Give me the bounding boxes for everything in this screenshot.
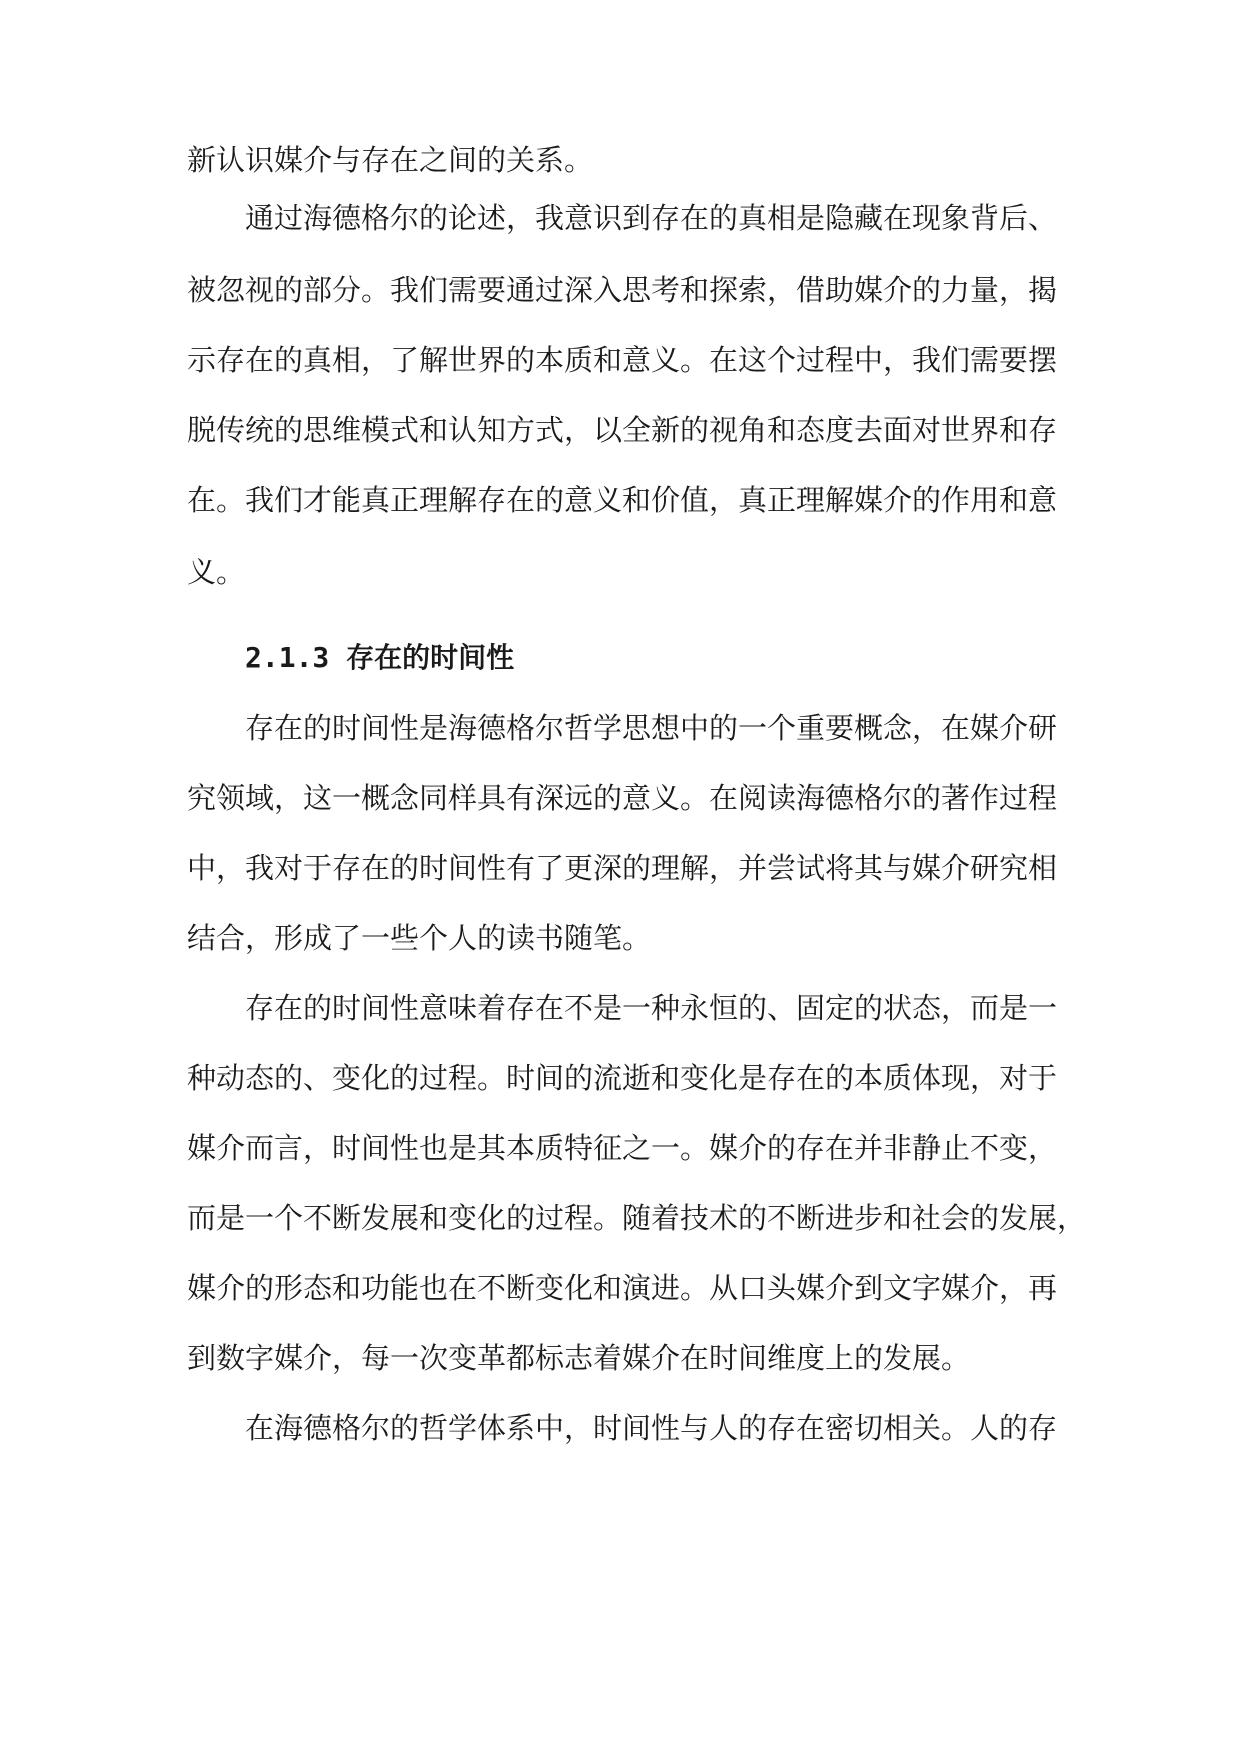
body-text-line: 中，我对于存在的时间性有了更深的理解，并尝试将其与媒介研究相: [187, 851, 1058, 885]
body-text-line: 结合，形成了一些个人的读书随笔。: [187, 921, 652, 955]
body-text-line: 媒介的形态和功能也在不断变化和演进。从口头媒介到文字媒介，再: [187, 1271, 1058, 1305]
section-heading: 2.1.3 存在的时间性: [245, 641, 515, 674]
paragraph-first-line: 存在的时间性是海德格尔哲学思想中的一个重要概念，在媒介研: [245, 711, 1058, 745]
paragraph-first-line: 在海德格尔的哲学体系中，时间性与人的存在密切相关。人的存: [245, 1411, 1058, 1445]
body-text-line: 而是一个不断发展和变化的过程。随着技术的不断进步和社会的发展，: [187, 1201, 1087, 1235]
paragraph-first-line: 存在的时间性意味着存在不是一种永恒的、固定的状态，而是一: [245, 991, 1058, 1025]
body-text-line: 到数字媒介，每一次变革都标志着媒介在时间维度上的发展。: [187, 1341, 971, 1375]
body-text-line: 新认识媒介与存在之间的关系。: [187, 143, 594, 177]
body-text-line: 种动态的、变化的过程。时间的流逝和变化是存在的本质体现，对于: [187, 1061, 1058, 1095]
body-text-line: 媒介而言，时间性也是其本质特征之一。媒介的存在并非静止不变，: [187, 1131, 1058, 1165]
body-text-line: 脱传统的思维模式和认知方式，以全新的视角和态度去面对世界和存: [187, 413, 1058, 447]
body-text-line: 义。: [187, 555, 246, 589]
body-text-line: 示存在的真相，了解世界的本质和意义。在这个过程中，我们需要摆: [187, 343, 1058, 377]
body-text-line: 在。我们才能真正理解存在的意义和价值，真正理解媒介的作用和意: [187, 483, 1058, 517]
body-text-line: 被忽视的部分。我们需要通过深入思考和探索，借助媒介的力量，揭: [187, 273, 1058, 307]
body-text-line: 究领域，这一概念同样具有深远的意义。在阅读海德格尔的著作过程: [187, 781, 1058, 815]
paragraph-first-line: 通过海德格尔的论述，我意识到存在的真相是隐藏在现象背后、: [245, 201, 1058, 235]
